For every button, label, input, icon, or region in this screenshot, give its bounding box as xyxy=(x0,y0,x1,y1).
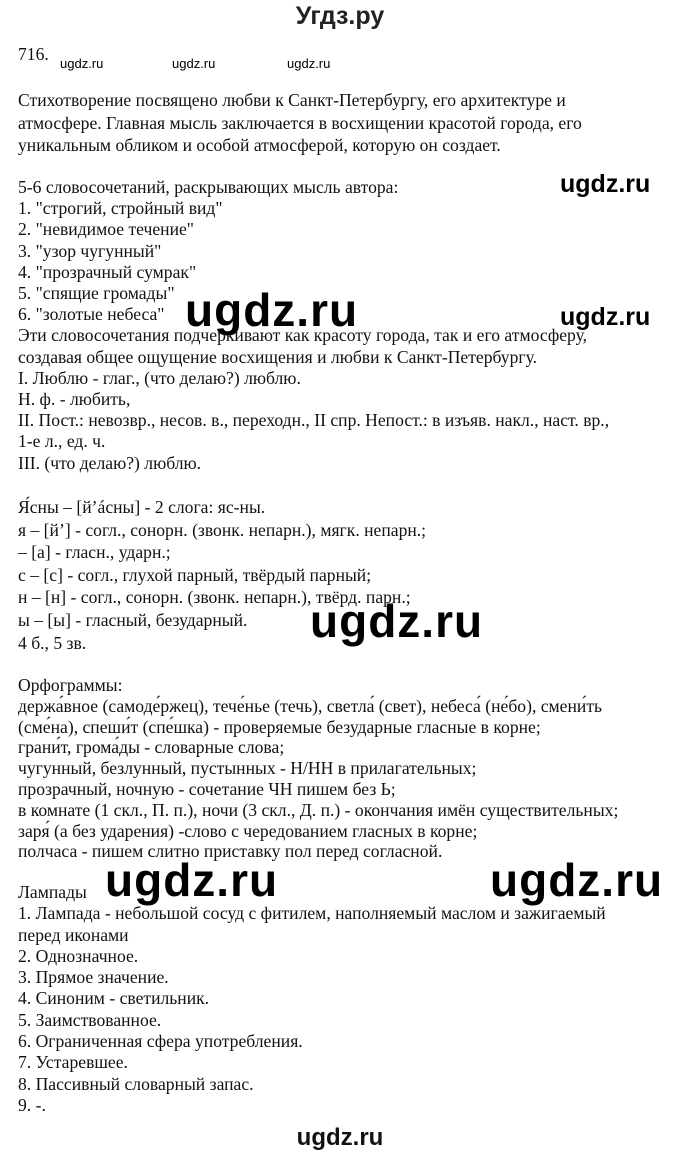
text-line: в комнате (1 скл., П. п.), ночи (3 скл., Д. п.) - окончания имён существительных; xyxy=(18,799,619,820)
text-line: 4 б., 5 зв. xyxy=(18,632,87,653)
watermark: ugdz.ru xyxy=(560,170,651,198)
text-line: чугунный, безлунный, пустынных - Н/НН в прилагательных; xyxy=(18,758,477,779)
text-line: прозрачный, ночную - сочетание ЧН пишем без Ь; xyxy=(18,778,396,799)
text-line: 5. Заимствованное. xyxy=(18,1009,162,1030)
text-line: 1. Лампада - небольшой сосуд с фитилем, наполняемый маслом и зажигаемый xyxy=(18,903,606,924)
text-line: Орфограммы: xyxy=(18,675,123,695)
text-line: I. Люблю - глаг., (что делаю?) люблю. xyxy=(18,367,301,388)
footer-watermark: ugdz.ru xyxy=(296,1124,384,1151)
text-line: III. (что делаю?) люблю. xyxy=(18,452,202,473)
text-line: 9. -. xyxy=(18,1094,46,1115)
watermark: ugdz.ru xyxy=(490,854,664,906)
text-line: заря́ (а без ударения) -слово с чередованием гласных в корне; xyxy=(18,820,478,841)
text-line: 4. Синоним - светильник. xyxy=(18,988,210,1009)
watermark: ugdz.ru xyxy=(310,595,484,647)
text-line: уникальным обликом и особой атмосферой, которую он создает. xyxy=(18,135,501,155)
text-line: Эти словосочетания подчеркивают как красоту города, так и его атмосферу, xyxy=(18,325,588,346)
text-line: – [а] - гласн., ударн.; xyxy=(18,542,171,563)
text-line: (сме́на), спеши́т (спе́шка) - проверяемые безударные гласные в корне; xyxy=(18,716,541,737)
text-line: 6. Ограниченная сфера употребления. xyxy=(18,1031,303,1052)
text-line: Лампады xyxy=(18,882,87,902)
text-line: 5. "спящие громады" xyxy=(18,283,175,304)
text-line: 1. "строгий, стройный вид" xyxy=(18,198,223,219)
watermark: ugdz.ru xyxy=(172,56,216,71)
text-line: 4. "прозрачный сумрак" xyxy=(18,261,197,282)
text-line: держа́вное (самоде́ржец), тече́нье (течь), светла́ (свет), небеса́ (не́бо), смени́ть xyxy=(18,695,603,716)
lexical-analysis xyxy=(18,882,678,1116)
text-line: перед иконами xyxy=(18,924,129,945)
text-line: грани́т, грома́ды - словарные слова; xyxy=(18,737,285,758)
watermark: ugdz.ru xyxy=(560,303,651,331)
text-line: с – [с] - согл., глухой парный, твёрдый парный; xyxy=(18,564,372,585)
site-header: Угдз.ру xyxy=(295,2,385,30)
watermark: ugdz.ru xyxy=(60,56,104,71)
text-line: 6. "золотые небеса" xyxy=(18,304,165,325)
watermark: ugdz.ru xyxy=(105,854,279,906)
text-line: 7. Устаревшее. xyxy=(18,1052,128,1073)
text-line: Стихотворение посвящено любви к Санкт-Петербургу, его архитектуре и xyxy=(18,90,566,110)
text-line: II. Пост.: невозвр., несов. в., переходн., II спр. Непост.: в изъяв. накл., наст. вр., xyxy=(18,410,610,431)
text-line: полчаса - пишем слитно приставку пол перед согласной. xyxy=(18,841,443,862)
text-line: 3. "узор чугунный" xyxy=(18,240,162,261)
text-line: 5-6 словосочетаний, раскрывающих мысль автора: xyxy=(18,177,399,197)
text-line: 8. Пассивный словарный запас. xyxy=(18,1073,254,1094)
text-line: Я́сны – [й’áсны] - 2 слога: яс-ны. xyxy=(18,497,266,517)
watermark: ugdz.ru xyxy=(185,284,359,336)
text-line: Н. ф. - любить, xyxy=(18,389,131,410)
orthograms-section xyxy=(18,675,678,862)
text-line: н – [н] - согл., сонорн. (звонк. непарн.), твёрд. парн.; xyxy=(18,587,411,608)
text-line: 2. "невидимое течение" xyxy=(18,219,194,240)
watermark: ugdz.ru xyxy=(287,56,331,71)
text-line: создавая общее ощущение восхищения и любви к Санкт-Петербургу. xyxy=(18,346,538,367)
text-line: я – [й’] - согл., сонорн. (звонк. непарн.), мягк. непарн.; xyxy=(18,519,427,540)
text-line: 2. Однозначное. xyxy=(18,945,139,966)
text-line: 3. Прямое значение. xyxy=(18,967,169,988)
text-line: 1-е л., ед. ч. xyxy=(18,431,106,452)
intro-paragraph xyxy=(18,89,678,157)
task-number: 716. xyxy=(18,44,49,64)
text-line: ы – [ы] - гласный, безударный. xyxy=(18,609,248,630)
text-line: атмосфере. Главная мысль заключается в восхищении красотой города, его xyxy=(18,112,582,133)
